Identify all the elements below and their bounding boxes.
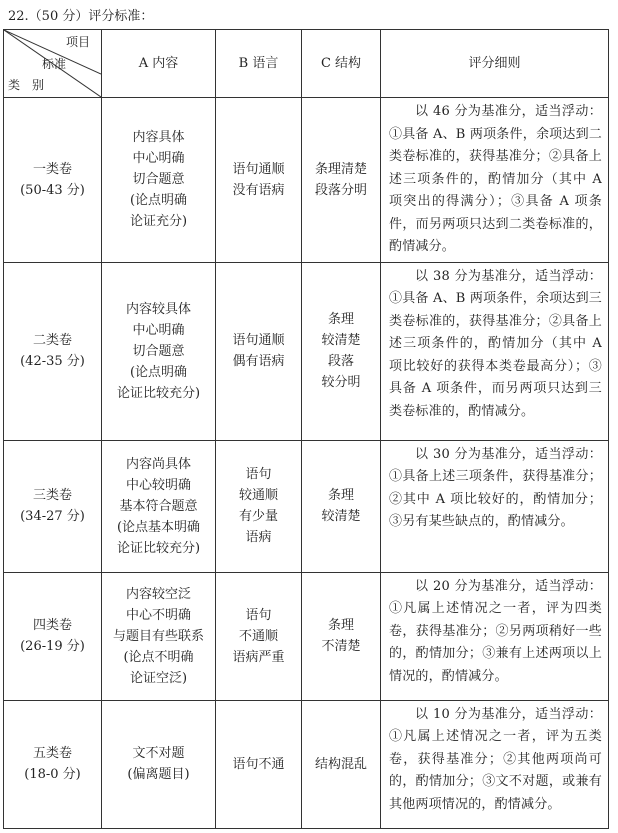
grade-name: 五类卷 (32, 746, 72, 761)
content-cell-line: 与题目有些联系 (112, 628, 204, 644)
grade-row (4, 700, 609, 828)
grade-cell (4, 572, 102, 700)
content-cell-line: (论点明确 (129, 193, 188, 209)
header-content: A 内容 (102, 30, 216, 98)
structure-cell (302, 700, 381, 828)
question-heading: 22.（50 分）评分标准： (8, 9, 154, 24)
header-item-label: 项目 (66, 35, 91, 49)
header-category-label: 类 别 (8, 78, 45, 92)
grade-cell (4, 98, 102, 263)
scoring-detail (381, 262, 609, 440)
language-cell-line: 语句通顺 (232, 333, 285, 348)
content-cell-line: 内容具体 (132, 130, 185, 146)
structure-cell (302, 98, 381, 263)
grade-row (4, 440, 609, 572)
language-cell (216, 700, 302, 828)
structure-cell (302, 440, 381, 572)
content-cell-line: (偏离题目) (127, 767, 190, 782)
language-cell (216, 98, 302, 263)
content-cell-line: (论点明确 (129, 364, 188, 380)
structure-cell-line: 较分明 (321, 375, 361, 390)
grade-name: 一类卷 (32, 161, 72, 177)
content-cell-line: 中心明确 (132, 322, 185, 338)
content-cell-line: 论证充分) (129, 214, 188, 230)
language-cell-line: 语句 (245, 467, 272, 482)
structure-cell-line: 条理 (327, 312, 354, 327)
content-cell-line: 内容较具体 (125, 301, 191, 317)
grade-name: 二类卷 (32, 333, 72, 348)
language-cell-line: 语句不通 (232, 756, 285, 772)
header-standard-label: 标准 (42, 57, 67, 71)
diagonal-header-cell (4, 30, 102, 98)
content-cell-line: 中心明确 (132, 151, 185, 167)
structure-cell-line: 不清楚 (321, 639, 361, 654)
grade-name: 三类卷 (32, 488, 72, 503)
language-cell-line: 语病 (245, 530, 272, 545)
grade-name: 四类卷 (32, 618, 72, 633)
scoring-detail (381, 572, 609, 700)
grade-cell (4, 440, 102, 572)
content-cell (102, 98, 216, 263)
structure-cell-line: 较清楚 (321, 333, 361, 348)
language-cell-line: 有少量 (238, 509, 278, 524)
content-cell-line: 论证比较充分) (116, 540, 201, 556)
content-cell-line: 内容较空泛 (125, 586, 191, 602)
structure-cell-line: 段落分明 (314, 182, 367, 198)
content-cell-line: 基本符合题意 (119, 498, 198, 514)
content-cell-line: (论点基本明确 (116, 519, 201, 535)
content-cell (102, 572, 216, 700)
scoring-detail (381, 98, 609, 263)
content-cell-line: (论点不明确 (123, 649, 194, 665)
structure-cell-line: 条理 (327, 488, 354, 503)
language-cell (216, 440, 302, 572)
scoring-detail (381, 700, 609, 828)
grade-range: (50-43 分) (20, 182, 85, 198)
content-cell-line: 中心不明确 (125, 607, 191, 623)
scoring-detail-text: 以 30 分为基准分，适当浮动：①具备上述三项条件，获得基准分；②其中 A 项比较好的，酌情加分；③另有某些缺点的，酌情减分。 (389, 446, 602, 529)
content-cell-line: 论证空泛) (129, 670, 188, 686)
scoring-detail-text: 以 10 分为基准分，适当浮动：①凡属上述情况之一者，评为五类卷，获得基准分；②其他两项尚可的，酌情加分；③文不对题，或兼有其他两项情况的，酌情减分。 (389, 706, 602, 812)
grade-row (4, 98, 609, 263)
language-cell-line: 不通顺 (238, 628, 278, 644)
structure-cell (302, 262, 381, 440)
structure-cell-line: 条理 (327, 618, 354, 633)
grade-row (4, 262, 609, 440)
structure-cell (302, 572, 381, 700)
scoring-detail (381, 440, 609, 572)
structure-cell-line: 结构混乱 (314, 756, 367, 772)
content-cell (102, 262, 216, 440)
header-detail: 评分细则 (381, 30, 609, 98)
scoring-detail-text: 以 38 分为基准分，适当浮动：①具备 A、B 两项条件，余项达到三类卷标准的，获得基准分；②具备上述三项条件的，酌情加分（其中 A 项比较好的获得本类卷最高分）；③具备 A 项条件，而另两项只达到三类卷标准的，酌情减分。 (389, 268, 602, 419)
language-cell-line: 偶有语病 (232, 354, 285, 369)
grade-range: (42-35 分) (20, 354, 85, 369)
language-cell-line: 语句通顺 (232, 161, 285, 177)
grade-range: (34-27 分) (20, 509, 85, 524)
structure-cell-line: 段落 (327, 354, 354, 369)
header-structure: C 结构 (302, 30, 381, 98)
content-cell-line: 内容尚具体 (125, 456, 191, 472)
grade-range: (18-0 分) (24, 767, 81, 782)
header-row (4, 30, 609, 98)
content-cell-line: 论证比较充分) (116, 385, 201, 401)
scoring-table (3, 29, 609, 829)
grade-row (4, 572, 609, 700)
grade-cell (4, 700, 102, 828)
structure-cell-line: 条理清楚 (314, 161, 367, 177)
language-cell-line: 语病严重 (232, 649, 285, 665)
language-cell (216, 262, 302, 440)
header-language: B 语言 (216, 30, 302, 98)
content-cell-line: 切合题意 (132, 343, 185, 359)
content-cell (102, 700, 216, 828)
language-cell-line: 语句 (245, 607, 272, 623)
scoring-detail-text: 以 46 分为基准分，适当浮动：①具备 A、B 两项条件，余项达到二类卷标准的，获得基准分；②具备上述三项条件的，酌情加分（其中 A 项突出的得满分）；③具备 A 项条件，而另两项只达到二类卷标准的，酌情减分。 (389, 104, 602, 254)
content-cell-line: 切合题意 (132, 172, 185, 188)
content-cell (102, 440, 216, 572)
content-cell-line: 文不对题 (132, 746, 185, 761)
grade-cell (4, 262, 102, 440)
content-cell-line: 中心较明确 (125, 477, 191, 493)
language-cell-line: 较通顺 (238, 488, 278, 503)
language-cell-line: 没有语病 (232, 182, 285, 198)
language-cell (216, 572, 302, 700)
scoring-detail-text: 以 20 分为基准分，适当浮动：①凡属上述情况之一者，评为四类卷，获得基准分；②另两项稍好一些的，酌情加分；③兼有上述两项以上情况的，酌情减分。 (389, 578, 602, 684)
structure-cell-line: 较清楚 (321, 509, 361, 524)
grade-range: (26-19 分) (20, 639, 85, 654)
